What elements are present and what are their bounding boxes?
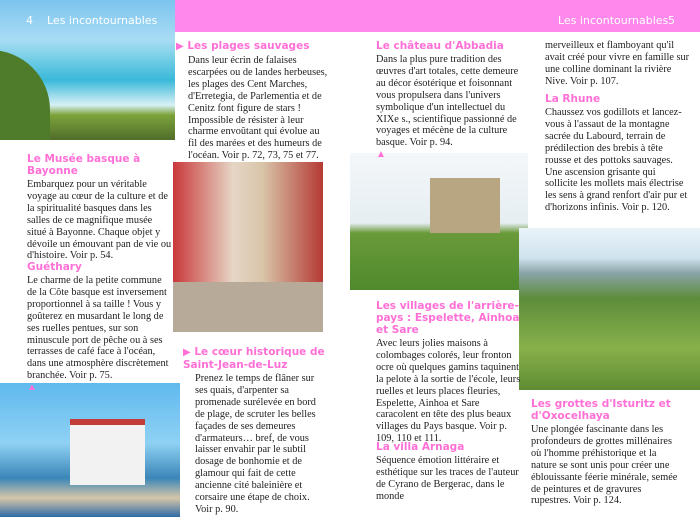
section-text: Embarquez pour un véritable voyage au cœur de la culture et de la spiritualité basques dans les salles de ce magnifique musée situé à Bayonne. Chaque objet y dévoile un émouvant pan de vie ou d'histoire. Voir p. 54. [27, 179, 172, 262]
triangle-right-icon: ▶ [176, 41, 184, 52]
section-title: Le château d'Abbadia [376, 40, 504, 52]
section-text: merveilleux et flamboyant qu'il avait créé pour vivre en famille sur une colline dominant la rivière Nive. Voir p. 107. [545, 40, 690, 87]
page-number-left: 4 [26, 14, 33, 27]
section-plages [176, 40, 331, 162]
section-grottes [531, 398, 681, 507]
section-text: Chaussez vos godillots et lancez-vous à l'assaut de la montagne sacrée du Labourd, terrain de prédilection des brebis à tête rousse et des pottoks sauvages. Une ascension grisante qui sollicite les mollets mais électrise les sens à grand renfort d'air pur et d'horizons infinis. Voir p. 120. [545, 107, 688, 214]
section-title: Les villages de l'arrière-pays : Espelette, Ainhoa et Sare [376, 300, 520, 336]
harbour-photo [0, 383, 180, 517]
section-text: Séquence émotion littéraire et esthétique sur les traces de l'auteur de Cyrano de Bergerac, dans le monde [376, 455, 519, 502]
triangle-up-icon: ▲ [27, 382, 37, 394]
section-musee [27, 153, 172, 262]
section-arnaga-cont [545, 40, 695, 88]
section-title: Les plages sauvages [187, 40, 310, 52]
section-title: La Rhune [545, 93, 601, 105]
section-arnaga [376, 441, 521, 503]
section-title: La villa Arnaga [376, 441, 465, 453]
section-rhune [545, 93, 690, 214]
street-photo [173, 162, 323, 332]
section-text: Le charme de la petite commune de la Côte basque est inversement proportionnel à sa taille ! Vous y goûterez en musardant le long de ses ruelles pentues, sur son minuscule port de pêche ou à ses terrasses de café face à l'océan, dans une atmosphère discrètement branchée. Voir p. 75. [27, 275, 169, 382]
section-guethary [27, 261, 172, 393]
white-house [70, 419, 145, 485]
section-title: Le cœur historique de Saint-Jean-de-Luz [183, 346, 325, 371]
section-title: Guéthary [27, 261, 82, 273]
header-title-left: Les incontournables [47, 14, 158, 27]
section-saint-jean [183, 346, 328, 516]
section-text: Dans la plus pure tradition des œuvres d'art totales, cette demeure au décor ésotérique et foisonnant vous propulsera dans l'univers symbolique d'un intellectuel du XIXe s., scientifique passionné de voyages et mécène de la culture basque. Voir p. 94. [376, 54, 519, 149]
triangle-right-icon: ▶ [183, 347, 191, 358]
triangle-up-icon: ▲ [376, 149, 386, 161]
header-title-right: Les incontournables [558, 14, 669, 27]
section-villages [376, 300, 521, 445]
castle-shape [430, 178, 500, 233]
section-text: Une plongée fascinante dans les profondeurs de grottes millénaires où l'homme préhistorique et la nature se sont unis pour créer une éblouissante féerie minérale, semée de peintures et de gravures rupestres. Voir p. 124. [531, 424, 678, 507]
section-title: Les grottes d'Isturitz et d'Oxocelhaya [531, 398, 671, 422]
cliff-shape [0, 50, 50, 140]
mountain-photo [519, 228, 700, 390]
street-ground [173, 282, 323, 332]
section-abbadia [376, 40, 526, 160]
castle-photo [350, 153, 528, 290]
page-number-right: 5 [668, 14, 675, 27]
section-text: Avec leurs jolies maisons à colombages colorés, leur fronton ocre où quelques gamins taquinent la pelote à la sortie de l'école, leurs ruelles et leurs places fleuries, Espelette, Ainhoa et Sare caracolent en tête des plus beaux villages du Pays basque. Voir p. 109, 110 et 111. [376, 338, 521, 445]
section-text: Prenez le temps de flâner sur ses quais, d'arpenter sa promenade surélevée en bord de plage, de scruter les belles façades de ses demeures d'armateurs… bref, de vous laisser envahir par le subtil dosage de bonhomie et de glamour qui fait de cette ancienne cité baleinière et corsaire une étape de choix. Voir p. 90. [195, 373, 316, 515]
section-text: Dans leur écrin de falaises escarpées ou de landes herbeuses, les plages des Cent Marches, d'Erretegia, de Parlementia et de Cenitz font figure de stars ! Impossible de résister à leur charme envoûtant qui évolue au fil des marées et des humeurs de l'océan. Voir p. 72, 73, 75 et 77. [188, 55, 328, 162]
section-title: Le Musée basque à Bayonne [27, 153, 141, 177]
